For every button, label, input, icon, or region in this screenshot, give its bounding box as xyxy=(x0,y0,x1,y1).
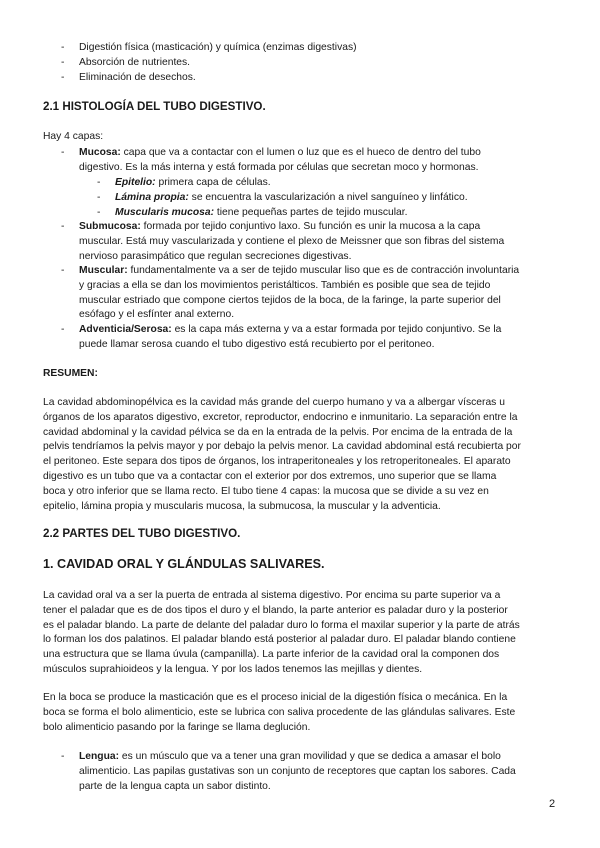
list-item: Eliminación de desechos. xyxy=(79,72,196,83)
submucosa-text: muscular. Está muy vascularizada y contiene el plexo de Meissner que son fibras del sistema xyxy=(79,235,505,247)
bullet-dash: - xyxy=(61,42,65,53)
muscular-text: fundamentalmente va a ser de tejido muscular liso que es de contracción involuntaria xyxy=(127,265,520,276)
bullet-dash: - xyxy=(61,265,65,276)
sub-item-text: primera capa de células. xyxy=(155,177,271,188)
mucosa-text: capa que va a contactar con el lumen o luz que es el hueco de dentro del tubo xyxy=(120,147,481,158)
lengua-text: alimenticio. Las papilas gustativas son un conjunto de receptores que captan los sabores. Cada xyxy=(79,765,516,777)
adventicia-text: puede llamar serosa cuando el tubo digestivo está recubierto por el peritoneo. xyxy=(79,338,435,350)
section-heading-histologia: 2.1 HISTOLOGÍA DEL TUBO DIGESTIVO. xyxy=(43,100,266,113)
layers-intro: Hay 4 capas: xyxy=(43,131,104,142)
bullet-dash: - xyxy=(97,192,101,203)
page-number: 2 xyxy=(549,798,556,810)
term-epitelio: Epitelio: xyxy=(115,177,156,188)
submucosa-text: nervioso parasimpático que regulan secreciones digestivas. xyxy=(79,250,352,262)
term-mucosa: Mucosa: xyxy=(79,147,121,158)
masticacion-paragraph xyxy=(43,691,515,735)
lengua-text: parte de la lengua capta un sabor distinto. xyxy=(79,780,271,792)
resumen-label: RESUMEN: xyxy=(43,368,98,379)
term-adventicia: Adventicia/Serosa: xyxy=(79,324,172,335)
resumen-paragraph xyxy=(43,396,521,514)
bullet-dash: - xyxy=(61,751,65,762)
paragraph-line: cavidad abdominal y la cavidad pélvica se da en la entrada de la pelvis. Por encima de la entrada de la xyxy=(43,426,513,438)
bullet-dash: - xyxy=(61,324,65,335)
mucosa-text: digestivo. Es la más interna y está formada por células que secretan moco y hormonas. xyxy=(79,161,479,173)
paragraph-line: boca y otro inferior que se llama recto. El tubo tiene 4 capas: la mucosa que se divide a su vez en xyxy=(43,485,489,497)
list-item: Digestión física (masticación) y química (enzimas digestivas) xyxy=(79,42,357,53)
paragraph-line: bolo alimenticio pasando por la faringe se llama deglución. xyxy=(43,721,311,733)
paragraph-line: es el paladar blando. La parte de delante del paladar duro lo forma el maxilar superior y la parte de atrás xyxy=(43,619,520,631)
cavidad-oral-paragraph xyxy=(43,589,520,678)
paragraph-line: La cavidad oral va a ser la puerta de entrada al sistema digestivo. Por encima su parte superior va a xyxy=(43,590,501,601)
paragraph-line: La cavidad abdominopélvica es la cavidad más grande del cuerpo humano y va a albergar vísceras u xyxy=(43,397,505,408)
paragraph-line: músculos suprahioideos y la lengua. Y por los lados tenemos las mejillas y dientes. xyxy=(43,663,423,675)
term-lamina-propia: Lámina propia: xyxy=(115,192,189,203)
paragraph-line: pelvis tendríamos la pelvis mayor y por debajo la pelvis menor. La cavidad abdominal está recubierta por xyxy=(43,441,521,453)
paragraph-line: el peritoneo. Este separa dos tipos de órganos, los intraperitoneales y los retroperitoneales. El aparato xyxy=(43,456,511,468)
paragraph-line: lo forman los dos palatinos. El paladar blando está posterior al paladar duro. El paladar blando contiene xyxy=(43,634,516,646)
paragraph-line: digestivo es un tubo que va a contactar con el exterior por dos extremos, uno superior que se llama xyxy=(43,470,497,482)
bullet-dash: - xyxy=(97,177,101,188)
paragraph-line: una estructura que se llama úvula (campanilla). La parte inferior de la cavidad oral la componen dos xyxy=(43,649,500,661)
paragraph-line: epitelio, lámina propia y muscularis mucosa, la submucosa, la muscular y la adventicia. xyxy=(43,500,441,512)
section-heading-partes: 2.2 PARTES DEL TUBO DIGESTIVO. xyxy=(43,527,241,540)
bullet-dash: - xyxy=(61,221,65,232)
bullet-dash: - xyxy=(61,72,65,83)
adventicia-text: es la capa más externa y va a estar formada por tejido conjuntivo. Se la xyxy=(171,324,502,335)
bullet-dash: - xyxy=(61,147,65,158)
term-lengua: Lengua: xyxy=(79,751,120,762)
list-item: Absorción de nutrientes. xyxy=(79,57,191,68)
paragraph-line: tener el paladar que es de dos tipos el duro y el blando, la parte anterior es paladar duro y la posterior xyxy=(43,604,508,616)
bullet-dash: - xyxy=(97,207,101,218)
lengua-text: es un músculo que va a tener una gran movilidad y que se dedica a amasar el bolo xyxy=(119,751,501,762)
sub-item-text: tiene pequeñas partes de tejido muscular. xyxy=(214,207,408,218)
paragraph-line: órganos de los aparatos digestivo, excretor, reproductor, endocrino e inmunitario. La separación entre la xyxy=(43,411,518,423)
term-submucosa: Submucosa: xyxy=(79,221,141,232)
muscular-text: y gracias a ella se dan los movimientos peristálticos. También es posible que sea de tejido xyxy=(79,279,491,291)
submucosa-text: formada por tejido conjuntivo laxo. Su función es unir la mucosa a la capa xyxy=(140,221,481,232)
paragraph-line: En la boca se produce la masticación que es el proceso inicial de la digestión física o mecánica. En la xyxy=(43,692,508,703)
term-muscularis-mucosa: Muscularis mucosa: xyxy=(115,207,214,218)
term-muscular: Muscular: xyxy=(79,265,128,276)
muscular-text: muscular estriado que compone ciertos tejidos de la boca, de la faringe, la parte superior del xyxy=(79,294,501,306)
sub-item-text: se encuentra la vascularización a nivel sanguíneo y linfático. xyxy=(188,192,468,203)
section-heading-cavidad-oral: 1. CAVIDAD ORAL Y GLÁNDULAS SALIVARES. xyxy=(43,557,325,571)
bullet-dash: - xyxy=(61,57,65,68)
paragraph-line: boca se forma el bolo alimenticio, este se lubrica con saliva procedente de las glándulas salivares. Este xyxy=(43,706,516,718)
muscular-text: esófago y el esfínter anal externo. xyxy=(79,309,235,321)
